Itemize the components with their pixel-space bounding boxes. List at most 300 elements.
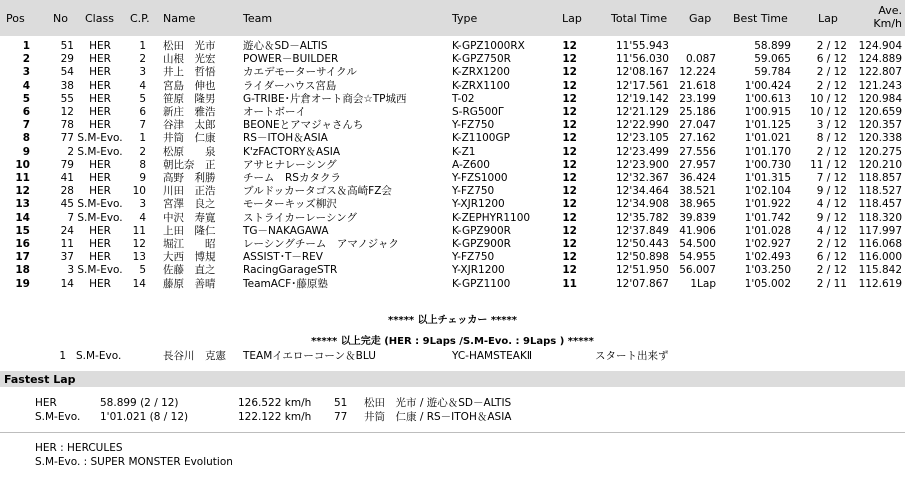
cell-class: HER bbox=[89, 79, 111, 92]
cell-cp: 9 bbox=[139, 172, 146, 184]
cell-no: 78 bbox=[60, 119, 74, 132]
cell-total: 12'23.900 bbox=[616, 158, 669, 171]
cell-no: 55 bbox=[60, 92, 74, 105]
cell-type: K-ZEPHYR1100 bbox=[452, 211, 531, 224]
cell-lap: 11 bbox=[562, 277, 577, 290]
cell-lap: 12 bbox=[562, 79, 577, 92]
cell-best: 59.065 bbox=[754, 53, 791, 66]
dns-type: YC-HAMSTEAKⅡ bbox=[452, 350, 533, 362]
fl-sme-class: S.M-Evo. bbox=[35, 411, 81, 423]
table-header bbox=[0, 0, 905, 36]
fl-sme-no: 77 bbox=[334, 411, 348, 423]
cell-lap: 12 bbox=[562, 106, 577, 118]
cell-no: 45 bbox=[60, 198, 74, 211]
cell-class: S.M-Evo. bbox=[77, 211, 123, 224]
cell-pos: 14 bbox=[15, 211, 30, 224]
cell-pos: 3 bbox=[22, 66, 30, 79]
fl-her-rider: 松田 光市 / 遊心＆SD－ALTIS bbox=[364, 397, 512, 409]
fl-her-speed: 126.522 km/h bbox=[238, 397, 312, 409]
fastest-lap-header bbox=[0, 371, 905, 387]
cell-team: ストライカーレーシング bbox=[243, 211, 357, 224]
dns-no: 1 bbox=[59, 350, 66, 362]
cell-type: K-GPZ900R bbox=[452, 238, 511, 250]
cell-total: 12'17.561 bbox=[616, 79, 669, 92]
cell-cp: 2 bbox=[139, 53, 146, 66]
cell-pos: 8 bbox=[22, 132, 30, 145]
legend-sme: S.M-Evo. : SUPER MONSTER Evolution bbox=[35, 456, 233, 468]
cell-bestlap: 10 / 12 bbox=[810, 92, 847, 105]
cell-total: 12'22.990 bbox=[616, 119, 669, 132]
cell-best: 58.899 bbox=[754, 40, 791, 52]
cell-team: BEONEとアマジャさんち bbox=[243, 119, 364, 132]
cell-gap: 27.556 bbox=[679, 145, 716, 158]
cell-pos: 13 bbox=[15, 198, 30, 211]
cell-pos: 10 bbox=[15, 158, 30, 171]
cell-no: 51 bbox=[60, 40, 74, 52]
header-pos: Pos bbox=[6, 12, 25, 25]
cell-no: 41 bbox=[60, 172, 74, 184]
cell-cp: 4 bbox=[139, 211, 146, 224]
cell-total: 12'50.443 bbox=[616, 238, 669, 250]
cell-gap: 38.965 bbox=[679, 198, 716, 211]
cell-gap: 12.224 bbox=[679, 66, 716, 79]
cell-name: 井筒 仁康 bbox=[163, 132, 216, 145]
cell-type: K-ZRX1200 bbox=[452, 66, 510, 79]
cell-type: Y-XJR1200 bbox=[452, 264, 505, 277]
cell-name: 上田 隆仁 bbox=[163, 224, 216, 237]
checker-note: ***** 以上チェッカー ***** bbox=[388, 315, 517, 326]
header-name: Name bbox=[163, 12, 196, 25]
cell-avg: 112.619 bbox=[858, 277, 902, 290]
cell-avg: 124.904 bbox=[858, 40, 902, 52]
cell-best: 1'01.125 bbox=[744, 119, 791, 132]
cell-no: 38 bbox=[60, 79, 74, 92]
cell-type: Y-FZ750 bbox=[452, 185, 495, 198]
table-row bbox=[0, 278, 905, 290]
cell-gap: 25.186 bbox=[679, 106, 716, 118]
cell-no: 3 bbox=[67, 264, 74, 277]
header-total-time: Total Time bbox=[611, 12, 668, 25]
cell-best: 1'02.493 bbox=[744, 251, 791, 264]
cell-avg: 117.997 bbox=[858, 224, 902, 237]
dns-status: スタート出来ず bbox=[595, 350, 669, 362]
cell-lap: 12 bbox=[562, 158, 577, 171]
cell-team: レーシングチーム アマノジャク bbox=[243, 238, 399, 250]
cell-cp: 6 bbox=[139, 106, 146, 118]
cell-gap: 54.500 bbox=[679, 238, 716, 250]
cell-bestlap: 2 / 11 bbox=[816, 277, 847, 290]
table-row bbox=[0, 185, 905, 197]
fl-her-class: HER bbox=[35, 397, 57, 409]
cell-team: K'zFACTORY＆ASIA bbox=[243, 145, 341, 158]
cell-no: 37 bbox=[60, 251, 74, 264]
cell-best: 1'01.028 bbox=[744, 224, 791, 237]
cell-lap: 12 bbox=[562, 53, 577, 66]
cell-gap: 23.199 bbox=[679, 92, 716, 105]
cell-name: 笹原 隆男 bbox=[163, 92, 216, 105]
cell-gap: 38.521 bbox=[679, 185, 716, 198]
cell-bestlap: 2 / 12 bbox=[816, 238, 847, 250]
cell-total: 12'34.908 bbox=[616, 198, 669, 211]
cell-type: K-GPZ1100 bbox=[452, 277, 511, 290]
cell-pos: 6 bbox=[22, 106, 30, 118]
cell-bestlap: 10 / 12 bbox=[810, 106, 847, 118]
cell-cp: 12 bbox=[132, 238, 146, 250]
cell-type: K-ZRX1100 bbox=[452, 79, 510, 92]
table-row bbox=[0, 66, 905, 78]
cell-name: 高野 利勝 bbox=[163, 172, 216, 184]
cell-name: 藤原 善晴 bbox=[163, 277, 216, 290]
cell-cp: 1 bbox=[139, 132, 146, 145]
cell-lap: 12 bbox=[562, 211, 577, 224]
cell-total: 12'51.950 bbox=[616, 264, 669, 277]
cell-cp: 3 bbox=[139, 198, 146, 211]
table-row bbox=[0, 93, 905, 105]
cell-best: 1'01.021 bbox=[744, 132, 791, 145]
cell-team: RS－ITOH＆ASIA bbox=[243, 132, 328, 145]
cell-bestlap: 6 / 12 bbox=[816, 53, 847, 66]
cell-class: HER bbox=[89, 53, 111, 66]
table-row bbox=[0, 53, 905, 65]
cell-pos: 4 bbox=[22, 79, 30, 92]
cell-avg: 120.338 bbox=[858, 132, 902, 145]
legend-her: HER : HERCULES bbox=[35, 442, 123, 454]
fl-sme-speed: 122.122 km/h bbox=[238, 411, 312, 423]
fl-sme-time: 1'01.021 (8 / 12) bbox=[100, 411, 189, 423]
cell-best: 1'00.915 bbox=[744, 106, 791, 118]
cell-team: TG－NAKAGAWA bbox=[243, 224, 329, 237]
header-type: Type bbox=[452, 12, 478, 25]
cell-avg: 118.320 bbox=[858, 211, 902, 224]
table-row bbox=[0, 119, 905, 131]
cell-class: HER bbox=[89, 224, 111, 237]
cell-lap: 12 bbox=[562, 198, 577, 211]
cell-total: 12'35.782 bbox=[616, 211, 669, 224]
cell-best: 1'00.730 bbox=[744, 158, 791, 171]
cell-lap: 12 bbox=[562, 132, 577, 145]
cell-pos: 1 bbox=[22, 40, 30, 52]
cell-team: 遊心＆SD－ALTIS bbox=[243, 40, 328, 52]
cell-team: チーム RSカタクラ bbox=[243, 172, 341, 184]
cell-best: 1'01.315 bbox=[744, 172, 791, 184]
cell-best: 1'01.742 bbox=[744, 211, 791, 224]
cell-class: HER bbox=[89, 185, 111, 198]
cell-no: 11 bbox=[60, 238, 74, 250]
cell-bestlap: 7 / 12 bbox=[816, 172, 847, 184]
cell-bestlap: 2 / 12 bbox=[816, 66, 847, 79]
cell-avg: 120.984 bbox=[858, 92, 902, 105]
cell-class: S.M-Evo. bbox=[77, 198, 123, 211]
cell-total: 12'32.367 bbox=[616, 172, 669, 184]
header-best-lap: Lap bbox=[818, 12, 838, 25]
cell-avg: 118.527 bbox=[858, 185, 902, 198]
cell-avg: 120.659 bbox=[858, 106, 902, 118]
cell-name: 新庄 雅浩 bbox=[163, 106, 216, 118]
cell-team: ライダーハウス宮島 bbox=[243, 79, 337, 92]
cell-cp: 10 bbox=[132, 185, 146, 198]
cell-cp: 14 bbox=[132, 277, 146, 290]
cell-class: HER bbox=[89, 66, 111, 79]
cell-no: 12 bbox=[60, 106, 74, 118]
fl-her-time: 58.899 (2 / 12) bbox=[100, 397, 179, 409]
cell-cp: 1 bbox=[139, 40, 146, 52]
cell-total: 12'23.105 bbox=[616, 132, 669, 145]
cell-pos: 19 bbox=[15, 277, 30, 290]
cell-class: HER bbox=[89, 158, 111, 171]
cell-name: 山根 光宏 bbox=[163, 53, 216, 66]
table-row bbox=[0, 212, 905, 224]
cell-type: A-Z600 bbox=[452, 158, 490, 171]
cell-bestlap: 8 / 12 bbox=[816, 132, 847, 145]
cell-lap: 12 bbox=[562, 92, 577, 105]
cell-class: HER bbox=[89, 251, 111, 264]
cell-name: 大西 博規 bbox=[163, 251, 216, 264]
cell-cp: 13 bbox=[132, 251, 146, 264]
cell-lap: 12 bbox=[562, 185, 577, 198]
cell-avg: 120.275 bbox=[858, 145, 902, 158]
cell-pos: 2 bbox=[22, 53, 30, 66]
cell-gap: 54.955 bbox=[679, 251, 716, 264]
cell-class: HER bbox=[89, 238, 111, 250]
header-avg-line2: Km/h bbox=[873, 17, 902, 30]
cell-best: 1'05.002 bbox=[744, 277, 791, 290]
cell-lap: 12 bbox=[562, 145, 577, 158]
cell-cp: 5 bbox=[139, 264, 146, 277]
fl-sme-rider: 井筒 仁康 / RS－ITOH＆ASIA bbox=[364, 411, 512, 423]
cell-no: 2 bbox=[67, 145, 74, 158]
cell-cp: 5 bbox=[139, 92, 146, 105]
cell-total: 12'21.129 bbox=[616, 106, 669, 118]
complete-note: ***** 以上完走 (HER : 9Laps /S.M-Evo. : 9Laps ) ***** bbox=[311, 336, 594, 347]
cell-bestlap: 2 / 12 bbox=[816, 264, 847, 277]
cell-no: 54 bbox=[60, 66, 74, 79]
cell-total: 11'56.030 bbox=[616, 53, 669, 66]
table-row bbox=[0, 172, 905, 184]
cell-lap: 12 bbox=[562, 40, 577, 52]
cell-name: 宮澤 良之 bbox=[163, 198, 216, 211]
fastest-lap-title: Fastest Lap bbox=[4, 373, 76, 386]
cell-best: 1'00.424 bbox=[744, 79, 791, 92]
header-class: Class bbox=[85, 12, 114, 25]
cell-pos: 18 bbox=[15, 264, 30, 277]
cell-avg: 120.357 bbox=[858, 119, 902, 132]
cell-avg: 121.243 bbox=[858, 79, 902, 92]
header-lap: Lap bbox=[562, 12, 582, 25]
cell-type: K-GPZ900R bbox=[452, 224, 511, 237]
cell-type: Y-FZ750 bbox=[452, 251, 495, 264]
table-row bbox=[0, 146, 905, 158]
cell-gap: 27.957 bbox=[679, 158, 716, 171]
cell-total: 12'07.867 bbox=[616, 277, 669, 290]
cell-best: 1'01.922 bbox=[744, 198, 791, 211]
cell-name: 朝比奈 正 bbox=[163, 158, 216, 171]
cell-avg: 115.842 bbox=[858, 264, 902, 277]
cell-lap: 12 bbox=[562, 224, 577, 237]
header-best-time: Best Time bbox=[733, 12, 788, 25]
cell-no: 79 bbox=[60, 158, 74, 171]
cell-gap: 27.047 bbox=[679, 119, 716, 132]
table-row bbox=[0, 106, 905, 118]
cell-best: 1'03.250 bbox=[744, 264, 791, 277]
cell-type: K-Z1 bbox=[452, 145, 476, 158]
cell-lap: 12 bbox=[562, 66, 577, 79]
cell-name: 谷津 太郎 bbox=[163, 119, 216, 132]
cell-pos: 5 bbox=[22, 92, 30, 105]
cell-cp: 7 bbox=[139, 119, 146, 132]
cell-bestlap: 6 / 12 bbox=[816, 251, 847, 264]
header-gap: Gap bbox=[689, 12, 712, 25]
table-row bbox=[0, 198, 905, 210]
cell-bestlap: 4 / 12 bbox=[816, 198, 847, 211]
cell-total: 12'37.849 bbox=[616, 224, 669, 237]
cell-lap: 12 bbox=[562, 264, 577, 277]
cell-cp: 11 bbox=[132, 224, 146, 237]
cell-name: 佐藤 直之 bbox=[163, 264, 216, 277]
cell-total: 12'34.464 bbox=[616, 185, 669, 198]
cell-gap: 0.087 bbox=[685, 53, 716, 66]
cell-avg: 118.457 bbox=[858, 198, 902, 211]
cell-lap: 12 bbox=[562, 119, 577, 132]
cell-name: 堀江 昭 bbox=[163, 238, 216, 250]
cell-team: アサヒナレーシング bbox=[243, 158, 337, 171]
table-row bbox=[0, 251, 905, 263]
cell-lap: 12 bbox=[562, 251, 577, 264]
table-row bbox=[0, 225, 905, 237]
cell-cp: 3 bbox=[139, 66, 146, 79]
cell-name: 松原 泉 bbox=[163, 145, 216, 158]
cell-avg: 120.210 bbox=[858, 158, 902, 171]
cell-no: 14 bbox=[60, 277, 74, 290]
cell-class: HER bbox=[89, 92, 111, 105]
legend-divider bbox=[0, 432, 905, 433]
cell-bestlap: 9 / 12 bbox=[816, 211, 847, 224]
cell-class: HER bbox=[89, 106, 111, 118]
cell-total: 12'08.167 bbox=[616, 66, 669, 79]
cell-name: 中沢 寿寛 bbox=[163, 211, 216, 224]
cell-best: 1'00.613 bbox=[744, 92, 791, 105]
table-row bbox=[0, 264, 905, 276]
cell-team: モーターキッズ柳沢 bbox=[243, 198, 337, 211]
dns-class: S.M-Evo. bbox=[76, 350, 122, 362]
cell-gap: 39.839 bbox=[679, 211, 716, 224]
cell-class: HER bbox=[89, 40, 111, 52]
fl-her-no: 51 bbox=[334, 397, 348, 409]
cell-class: HER bbox=[89, 172, 111, 184]
cell-pos: 12 bbox=[15, 185, 30, 198]
cell-best: 1'02.104 bbox=[744, 185, 791, 198]
cell-total: 12'50.898 bbox=[616, 251, 669, 264]
cell-gap: 56.007 bbox=[679, 264, 716, 277]
cell-cp: 2 bbox=[139, 145, 146, 158]
table-row bbox=[0, 132, 905, 144]
cell-type: K-GPZ1000RX bbox=[452, 40, 525, 52]
cell-team: オートボーイ bbox=[243, 106, 306, 118]
cell-class: HER bbox=[89, 277, 111, 290]
dns-name: 長谷川 克憲 bbox=[163, 350, 226, 362]
cell-type: Y-XJR1200 bbox=[452, 198, 505, 211]
cell-no: 24 bbox=[60, 224, 74, 237]
cell-pos: 11 bbox=[15, 172, 30, 184]
cell-bestlap: 11 / 12 bbox=[810, 158, 847, 171]
cell-name: 川田 正浩 bbox=[163, 185, 216, 198]
cell-best: 59.784 bbox=[754, 66, 791, 79]
cell-best: 1'01.170 bbox=[744, 145, 791, 158]
cell-team: POWER－BUILDER bbox=[243, 53, 339, 66]
cell-bestlap: 2 / 12 bbox=[816, 145, 847, 158]
cell-lap: 12 bbox=[562, 172, 577, 184]
header-average-speed bbox=[850, 4, 902, 30]
cell-team: ブルドッカータゴス＆高崎FZ会 bbox=[243, 185, 392, 198]
cell-bestlap: 9 / 12 bbox=[816, 185, 847, 198]
cell-avg: 124.889 bbox=[858, 53, 902, 66]
cell-gap: 36.424 bbox=[679, 172, 716, 184]
cell-pos: 9 bbox=[22, 145, 30, 158]
cell-type: S-RG500Γ bbox=[452, 106, 504, 118]
cell-gap: 41.906 bbox=[679, 224, 716, 237]
cell-total: 12'23.499 bbox=[616, 145, 669, 158]
cell-pos: 15 bbox=[15, 224, 30, 237]
table-row bbox=[0, 40, 905, 52]
cell-bestlap: 4 / 12 bbox=[816, 224, 847, 237]
cell-bestlap: 2 / 12 bbox=[816, 40, 847, 52]
dns-row bbox=[0, 350, 905, 362]
cell-name: 井上 哲悟 bbox=[163, 66, 216, 79]
cell-bestlap: 3 / 12 bbox=[816, 119, 847, 132]
cell-gap: 27.162 bbox=[679, 132, 716, 145]
cell-cp: 4 bbox=[139, 79, 146, 92]
cell-bestlap: 2 / 12 bbox=[816, 79, 847, 92]
cell-best: 1'02.927 bbox=[744, 238, 791, 250]
table-row bbox=[0, 238, 905, 250]
table-row bbox=[0, 159, 905, 171]
cell-pos: 17 bbox=[15, 251, 30, 264]
header-no: No bbox=[53, 12, 68, 25]
table-row bbox=[0, 80, 905, 92]
cell-no: 7 bbox=[67, 211, 74, 224]
cell-no: 29 bbox=[60, 53, 74, 66]
cell-no: 28 bbox=[60, 185, 74, 198]
cell-avg: 116.068 bbox=[858, 238, 902, 250]
cell-gap: 1Lap bbox=[690, 277, 716, 290]
cell-cp: 8 bbox=[139, 158, 146, 171]
cell-pos: 7 bbox=[22, 119, 30, 132]
cell-total: 11'55.943 bbox=[616, 40, 669, 52]
cell-team: TeamACF･藤原塾 bbox=[243, 277, 328, 290]
cell-lap: 12 bbox=[562, 238, 577, 250]
cell-class: S.M-Evo. bbox=[77, 132, 123, 145]
cell-class: S.M-Evo. bbox=[77, 145, 123, 158]
header-team: Team bbox=[243, 12, 273, 25]
cell-class: HER bbox=[89, 119, 111, 132]
cell-team: カエデモーターサイクル bbox=[243, 66, 357, 79]
cell-pos: 16 bbox=[15, 238, 30, 250]
cell-avg: 116.000 bbox=[858, 251, 902, 264]
cell-class: S.M-Evo. bbox=[77, 264, 123, 277]
cell-type: T-02 bbox=[452, 92, 475, 105]
cell-type: Y-FZS1000 bbox=[452, 172, 508, 184]
cell-type: K-Z1100GP bbox=[452, 132, 510, 145]
dns-team: TEAMイエローコーン＆BLU bbox=[243, 350, 376, 362]
cell-avg: 122.807 bbox=[858, 66, 902, 79]
cell-avg: 118.857 bbox=[858, 172, 902, 184]
cell-name: 松田 光市 bbox=[163, 40, 216, 52]
cell-team: G-TRIBE･片倉オート商会☆TP城西 bbox=[243, 92, 407, 105]
cell-name: 宮島 伸也 bbox=[163, 79, 216, 92]
header-cp: C.P. bbox=[130, 12, 150, 25]
cell-total: 12'19.142 bbox=[616, 92, 669, 105]
cell-type: Y-FZ750 bbox=[452, 119, 495, 132]
cell-no: 77 bbox=[60, 132, 74, 145]
